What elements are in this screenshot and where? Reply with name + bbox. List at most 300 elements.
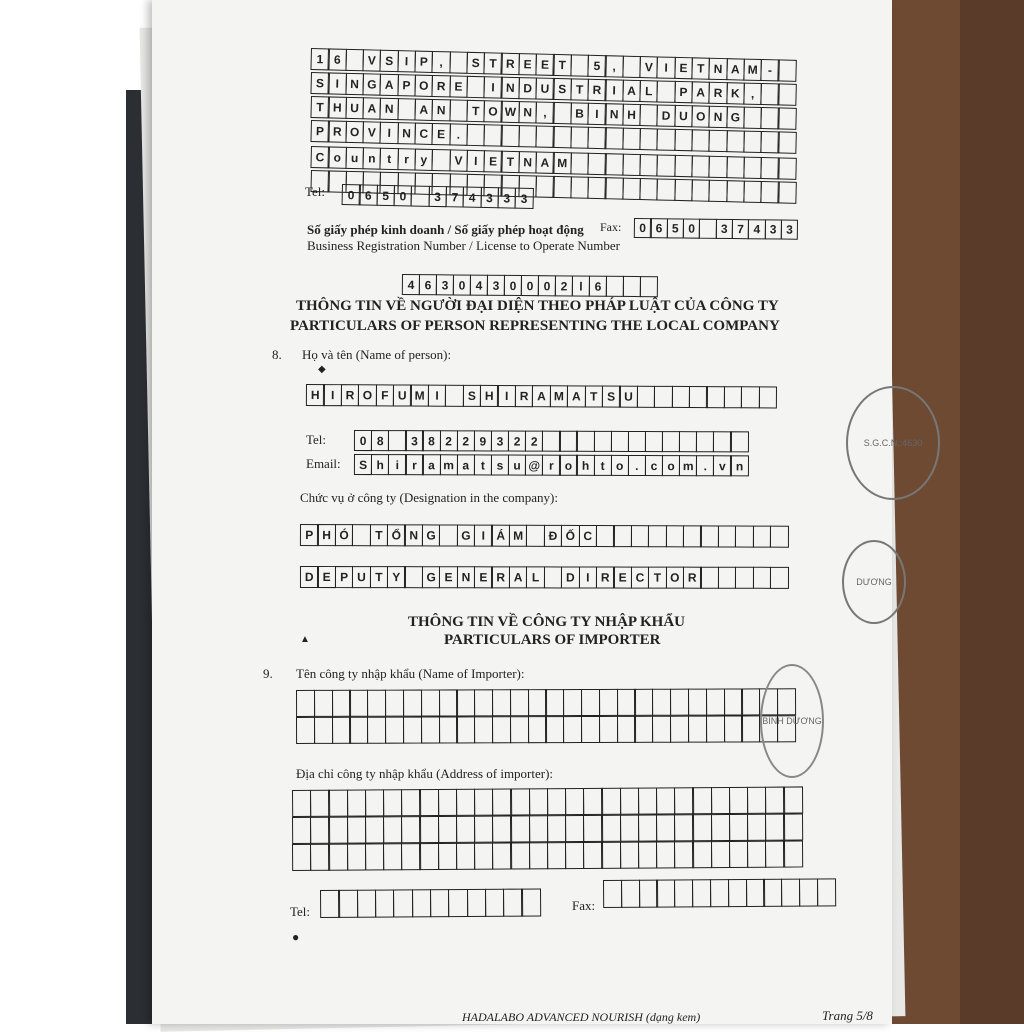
char-box [449,51,468,73]
char-box: , [432,51,451,73]
char-box [679,431,697,452]
char-box: A [567,385,586,407]
char-box [620,815,640,842]
stamp-seal: S.G.C.N.:4630 [846,386,940,500]
char-box [349,690,368,717]
char-box: . [449,123,468,145]
char-box: 0 [683,219,701,239]
char-box [760,131,779,153]
char-box: 5 [666,218,684,238]
char-box-row [300,566,787,589]
char-box-row [402,274,657,297]
char-box-row [342,184,533,209]
item-8-number: 8. [272,347,282,362]
char-box: E [518,53,537,75]
char-box [692,879,711,907]
char-box [710,879,729,907]
char-box: O [345,121,364,143]
char-box: P [300,524,319,546]
char-box [432,149,451,171]
char-box [691,155,710,177]
char-box [581,716,600,743]
char-box [741,386,760,408]
char-box [510,788,530,815]
char-box: r [542,455,560,476]
license-label-en: Business Registration Number / License to Operate Number [307,238,621,253]
char-box [817,878,836,906]
char-box [545,716,564,743]
char-box: S [466,52,485,74]
char-box: T [370,524,389,546]
char-box [603,880,622,908]
char-box [570,176,589,198]
char-box [634,689,653,716]
char-box: i [388,454,406,475]
char-box: a [422,454,440,475]
char-box [510,716,529,743]
char-box [601,815,621,842]
char-box-row [306,384,776,408]
char-box [466,76,485,98]
char-box [728,879,747,907]
char-box [570,126,589,148]
char-box: E [674,57,693,79]
char-box: a [457,454,475,475]
char-box: 6 [359,184,378,205]
char-box [421,689,440,716]
representative-heading-vn: THÔNG TIN VỀ NGƯỜI ĐẠI DIỆN THEO PHÁP LUẬT CỦA CÔNG TY [296,298,779,314]
importer-heading-vn: THÔNG TIN VỀ CÔNG TY NHẬP KHẨU [408,614,685,630]
char-box [606,276,624,297]
char-box [706,689,725,716]
char-box: Y [387,566,406,588]
char-box: 8 [371,430,389,451]
char-box: O [358,384,377,406]
char-box [639,154,658,176]
char-box [553,176,572,198]
char-box: 5 [587,55,606,77]
char-box: T [553,54,572,76]
char-box: L [526,566,545,588]
char-box: s [491,454,509,475]
char-box [365,843,385,870]
char-box [640,276,658,297]
char-box [778,83,797,105]
char-box [620,842,640,869]
char-box-row [292,840,802,871]
char-box [553,102,572,124]
char-box [332,717,351,744]
char-box: E [535,53,554,75]
char-box [510,815,530,842]
char-box [638,814,658,841]
char-box [383,843,403,870]
char-box [349,717,368,744]
char-box: N [518,151,537,173]
char-box: 2 [439,430,457,451]
char-box: O [691,105,710,127]
char-box [657,128,676,150]
char-box: N [709,58,728,80]
char-box: U [352,566,371,588]
char-box [528,716,547,743]
char-box: 3 [497,187,516,208]
char-box: I [466,150,485,172]
char-box [691,179,710,201]
char-box: E [317,566,336,588]
company-tel-label: Tel: [305,184,326,199]
char-box: Đ [544,525,563,547]
char-box: H [306,384,325,406]
char-box [393,889,413,917]
char-box: E [484,150,503,172]
char-box [652,716,671,743]
char-box: R [587,79,606,101]
char-box: N [404,524,423,546]
char-box: T [466,100,485,122]
char-box [526,525,545,547]
char-box [709,180,728,202]
char-box: N [397,122,416,144]
char-box [711,841,731,868]
char-box: A [726,58,745,80]
char-box: P [414,51,433,73]
char-box [484,124,503,146]
char-box [547,842,567,869]
char-box [743,157,762,179]
char-box [665,525,684,547]
char-box [747,814,767,841]
char-box [783,813,803,840]
char-box: T [570,78,589,100]
char-box [691,129,710,151]
char-box [529,815,549,842]
char-box: P [335,566,354,588]
char-box [700,567,719,589]
char-box [670,689,689,716]
char-box: U [619,386,638,408]
char-box [466,889,486,917]
char-box-row [292,813,802,844]
char-box [741,715,760,742]
char-box [383,789,403,816]
char-box [510,842,530,869]
char-box [352,524,371,546]
char-box [292,790,312,817]
char-box [700,525,719,547]
char-box: 2 [525,431,543,452]
char-box: Ó [335,524,354,546]
char-box [729,814,749,841]
char-box: I [484,76,503,98]
char-box [752,526,771,548]
char-box: V [449,149,468,171]
char-box [547,788,567,815]
char-box [634,716,653,743]
char-box: 6 [419,274,437,295]
char-box: A [414,99,433,121]
char-box [645,431,663,452]
char-box: 2 [555,275,573,296]
char-box: N [432,99,451,121]
char-box [599,689,618,716]
char-box: o [328,146,347,168]
char-box [367,690,386,717]
char-box: T [691,57,710,79]
char-box: A [691,81,710,103]
char-box [765,787,785,814]
bullet-icon: ● [292,930,300,944]
char-box [587,153,606,175]
char-box [474,689,493,716]
char-box [347,816,367,843]
char-box [621,880,640,908]
char-box: M [410,385,429,407]
char-box: o [662,455,680,476]
char-box [438,716,457,743]
char-box: 3 [781,220,799,240]
char-box [570,152,589,174]
char-box: 0 [521,275,539,296]
char-box: S [310,72,329,94]
designation-label: Chức vụ ở công ty (Designation in the company): [300,490,558,505]
char-box [553,126,572,148]
char-box [706,716,725,743]
char-box-row [292,786,802,817]
char-box [639,880,658,908]
char-box: H [328,96,347,118]
char-box: n [730,455,748,476]
char-box [696,431,714,452]
char-box: o [611,455,629,476]
char-box [559,431,577,452]
char-box: I [497,385,516,407]
char-box: A [380,74,399,96]
char-box [735,526,754,548]
char-box-row [296,715,795,744]
char-box [605,177,624,199]
char-box: n [362,147,381,169]
char-box [296,717,315,744]
char-box [510,689,529,716]
char-box: I [578,566,597,588]
char-box: O [414,75,433,97]
char-box [430,889,450,917]
char-box [547,815,567,842]
char-box [397,98,416,120]
char-box [699,219,717,239]
char-box [656,879,675,907]
char-box [492,842,512,869]
char-box [778,107,797,129]
footer-product: HADALABO ADVANCED NOURISH (dạng kem) [462,1010,701,1024]
char-box [613,525,632,547]
char-box: M [509,525,528,547]
char-box [365,789,385,816]
char-box: A [509,566,528,588]
background-left [0,0,130,1024]
importer-name-label: Tên công ty nhập khẩu (Name of Importer): [296,666,525,681]
char-box [385,717,404,744]
char-box [709,156,728,178]
char-box: t [380,148,399,170]
char-box: , [605,55,624,77]
char-box [654,386,673,408]
char-box [383,816,403,843]
char-box: D [561,566,580,588]
char-box: r [405,454,423,475]
char-box: I [397,50,416,72]
char-box: E [449,75,468,97]
char-box [674,787,694,814]
char-box [778,157,797,179]
char-box [674,879,693,907]
char-box [503,889,523,917]
char-box [565,815,585,842]
char-box [671,386,690,408]
char-box: , [743,83,762,105]
char-box: Á [491,525,510,547]
char-box: 3 [405,430,423,451]
char-box-row [603,878,835,908]
char-box [347,789,367,816]
char-box [581,689,600,716]
char-box [783,786,803,813]
char-box: 6 [589,276,607,297]
char-box: m [439,454,457,475]
char-box [743,131,762,153]
char-box [439,524,458,546]
char-box [466,124,485,146]
char-box [656,841,676,868]
char-box: 1 [310,48,329,70]
char-box [724,386,743,408]
char-box: P [397,74,416,96]
char-box: P [310,120,329,142]
char-box [622,128,641,150]
char-box [576,431,594,452]
char-box: I [380,122,399,144]
char-box: u [508,455,526,476]
char-box: R [515,385,534,407]
char-box [544,566,563,588]
char-box: y [414,149,433,171]
char-box [385,690,404,717]
char-box [674,841,694,868]
char-box [412,889,432,917]
char-box [347,843,367,870]
importer-heading-en: PARTICULARS OF IMPORTER [444,632,661,648]
char-box [388,430,406,451]
char-box: 3 [764,219,782,239]
char-box [657,80,676,102]
char-box [758,386,777,408]
char-box [375,889,395,917]
char-box: 4 [463,187,482,208]
license-label-vn: Số giấy phép kinh doanh / Số giấy phép hoạt động [307,222,584,237]
bullet-icon: ▲ [300,634,310,645]
char-box [688,716,707,743]
char-box [745,879,764,907]
char-box: , [535,101,554,123]
char-box: I [428,385,447,407]
char-box [760,83,779,105]
char-box [438,843,458,870]
char-box [401,816,421,843]
char-box [760,157,779,179]
char-box [438,789,458,816]
char-box [639,104,658,126]
char-box [328,817,348,844]
char-box [711,787,731,814]
char-box: T [648,567,667,589]
char-box: M [550,385,569,407]
char-box: 4 [470,275,488,296]
char-box: A [532,385,551,407]
footer-page-number: Trang 5/8 [822,1008,873,1023]
char-box: R [501,53,520,75]
char-box [438,816,458,843]
char-box: M [743,59,762,81]
char-box-row [634,218,797,240]
char-box [726,180,745,202]
char-box [692,814,712,841]
char-box: E [439,566,458,588]
char-box [622,154,641,176]
char-box: 0 [393,185,412,206]
char-box [332,690,351,717]
char-box-row [296,688,795,717]
char-box: I [605,79,624,101]
char-box [656,787,676,814]
char-box [692,787,712,814]
char-box: A [622,80,641,102]
char-box [639,128,658,150]
char-box: U [345,97,364,119]
char-box: R [491,566,510,588]
char-box [310,817,330,844]
char-box: 0 [538,275,556,296]
char-box [474,716,493,743]
char-box [320,890,340,918]
char-box: V [362,49,381,71]
char-box: 7 [732,219,750,239]
char-box: . [628,455,646,476]
char-box [542,431,560,452]
char-box: D [518,77,537,99]
char-box [411,185,430,206]
person-tel-label: Tel: [306,432,327,447]
char-box: G [726,106,745,128]
char-box: N [457,566,476,588]
char-box: G [422,524,441,546]
char-box [622,178,641,200]
char-box: W [501,101,520,123]
char-box [535,175,554,197]
char-box-row [300,524,787,548]
char-box: E [613,567,632,589]
char-box [657,154,676,176]
char-box: G [457,525,476,547]
char-box [747,841,767,868]
char-box: R [709,82,728,104]
char-box [445,385,464,407]
char-box: C [631,567,650,589]
char-box [563,716,582,743]
char-box: E [474,566,493,588]
char-box: T [584,385,603,407]
char-box [357,890,377,918]
